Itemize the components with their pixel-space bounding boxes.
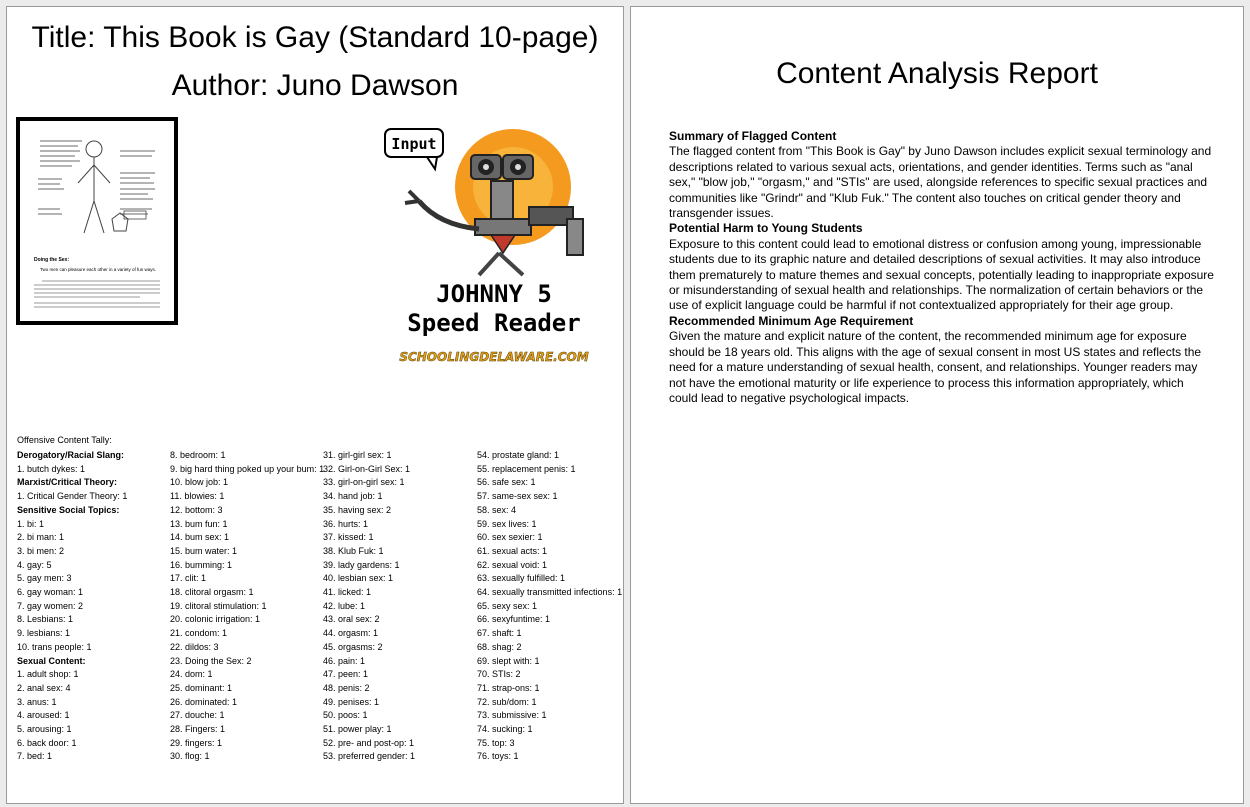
tally-column-4 (477, 449, 622, 764)
tally-item: 30. flog: 1 (170, 751, 210, 762)
tally-item: 22. dildos: 3 (170, 641, 219, 652)
tally-item: 10. trans people: 1 (17, 641, 92, 652)
tally-item: 7. gay women: 2 (17, 600, 84, 611)
tally-item: 74. sucking: 1 (477, 724, 533, 735)
tally-item: 25. dominant: 1 (170, 682, 233, 693)
tally-item: 66. sexyfuntime: 1 (477, 614, 551, 625)
tally-item: 61. sexual acts: 1 (477, 545, 548, 556)
logo-bubble-text: Input (391, 135, 437, 153)
thumbnail-heading: Doing the Sex: (34, 257, 70, 263)
tally-item: 42. lube: 1 (323, 600, 366, 611)
tally-item: 6. gay woman: 1 (17, 587, 84, 598)
tally-item: 33. girl-on-girl sex: 1 (323, 477, 405, 488)
tally-item: 20. colonic irrigation: 1 (170, 614, 261, 625)
tally-item: 18. clitoral orgasm: 1 (170, 587, 254, 598)
tally-item: 57. same-sex sex: 1 (477, 491, 558, 502)
tally-item: 39. lady gardens: 1 (323, 559, 400, 570)
tally-item: 36. hurts: 1 (323, 518, 369, 529)
tally-item: 62. sexual void: 1 (477, 559, 548, 570)
book-author: Author: Juno Dawson (171, 69, 459, 102)
section-heading-harm: Potential Harm to Young Students (669, 221, 863, 236)
tally-item: 64. sexually transmitted infections: 1 (477, 587, 623, 598)
tally-item: 54. prostate gland: 1 (477, 450, 560, 460)
tally-item: 75. top: 3 (477, 737, 515, 748)
logo-line-2: Speed Reader (407, 309, 581, 337)
left-report-page (6, 6, 624, 804)
tally-item: 46. pain: 1 (323, 655, 366, 666)
tally-item: 65. sexy sex: 1 (477, 600, 538, 611)
tally-item: 44. orgasm: 1 (323, 628, 379, 639)
tally-item: 71. strap-ons: 1 (477, 682, 540, 693)
tally-item: 3. bi men: 2 (17, 545, 65, 556)
tally-item: 19. clitoral stimulation: 1 (170, 600, 267, 611)
tally-item: 11. blowies: 1 (170, 491, 225, 502)
section-heading-age: Recommended Minimum Age Requirement (669, 313, 914, 328)
tally-item: 60. sex sexier: 1 (477, 532, 543, 543)
logo-line-1: JOHNNY 5 (436, 280, 552, 308)
tally-item: 29. fingers: 1 (170, 737, 223, 748)
tally-item: 1. butch dykes: 1 (17, 463, 86, 474)
thumbnail-subheading: Two men can pleasure each other in a variety of fun ways. (40, 267, 157, 272)
tally-item: 4. aroused: 1 (17, 710, 70, 721)
tally-item: 1. Critical Gender Theory: 1 (17, 491, 128, 502)
tally-item: 69. slept with: 1 (477, 655, 540, 666)
tally-item: 51. power play: 1 (323, 724, 392, 735)
tally-item: 12. bottom: 3 (170, 504, 223, 515)
tally-item: 55. replacement penis: 1 (477, 463, 576, 474)
tally-item: 4. gay: 5 (17, 559, 52, 570)
tally-item: 8. Lesbians: 1 (17, 614, 74, 625)
tally-item: 32. Girl-on-Girl Sex: 1 (323, 463, 411, 474)
tally-heading: Offensive Content Tally: (17, 435, 112, 445)
tally-item: 8. bedroom: 1 (170, 450, 226, 460)
tally-item: 63. sexually fulfilled: 1 (477, 573, 566, 584)
robot-logo-icon (379, 119, 609, 367)
tally-item: 38. Klub Fuk: 1 (323, 545, 384, 556)
tally-item: 1. adult shop: 1 (17, 669, 79, 680)
tally-item: 5. arousing: 1 (17, 724, 72, 735)
tally-item: 35. having sex: 2 (323, 504, 392, 515)
tally-item: 9. big hard thing poked up your bum: 1 (170, 463, 325, 474)
tally-item: 2. anal sex: 4 (17, 682, 71, 693)
tally-item: 21. condom: 1 (170, 628, 228, 639)
tally-item: 48. penis: 2 (323, 682, 370, 693)
tally-item: 1. bi: 1 (17, 518, 45, 529)
tally-item: 5. gay men: 3 (17, 573, 72, 584)
tally-item: 6. back door: 1 (17, 737, 77, 748)
tally-category: Derogatory/Racial Slang: (17, 450, 125, 460)
tally-column-2 (170, 449, 324, 764)
tally-item: 10. blow job: 1 (170, 477, 229, 488)
section-body-summary: The flagged content from "This Book is Gay" by Juno Dawson includes explicit sexual terminology and descriptions related to various sexual acts, orientations, and gender identities. Terms such as "anal sex," "blow job," "orgasm," and "STIs" are used, alongside references to specific sexual practices and communities like "Grindr" and "Klub Fuk." The content also touches on critical gender theory and transgender issues. (669, 144, 1212, 221)
tally-item: 76. toys: 1 (477, 751, 519, 762)
tally-item: 37. kissed: 1 (323, 532, 374, 543)
report-title: Content Analysis Report (776, 57, 1098, 90)
tally-item: 9. lesbians: 1 (17, 628, 71, 639)
tally-item: 24. dom: 1 (170, 669, 213, 680)
tally-item: 43. oral sex: 2 (323, 614, 380, 625)
tally-item: 34. hand job: 1 (323, 491, 383, 502)
tally-item: 13. bum fun: 1 (170, 518, 228, 529)
tally-item: 2. bi man: 1 (17, 532, 65, 543)
tally-column-1 (17, 449, 127, 764)
tally-item: 47. peen: 1 (323, 669, 369, 680)
tally-item: 52. pre- and post-op: 1 (323, 737, 415, 748)
section-heading-summary: Summary of Flagged Content (669, 129, 837, 143)
tally-item: 58. sex: 4 (477, 504, 517, 515)
book-title: Title: This Book is Gay (Standard 10-page) (31, 21, 599, 54)
tally-category: Sexual Content: (17, 655, 86, 666)
right-report-page (630, 6, 1244, 804)
tally-item: 53. preferred gender: 1 (323, 751, 416, 762)
tally-item: 40. lesbian sex: 1 (323, 573, 394, 584)
tally-item: 50. poos: 1 (323, 710, 368, 721)
tally-item: 31. girl-girl sex: 1 (323, 450, 392, 460)
report-body (669, 129, 1214, 406)
johnny5-speed-reader-logo (379, 119, 609, 367)
tally-item: 23. Doing the Sex: 2 (170, 655, 252, 666)
logo-site: SCHOOLINGDELAWARE.COM (399, 350, 589, 364)
tally-item: 16. bumming: 1 (170, 559, 233, 570)
section-body-harm: Exposure to this content could lead to emotional distress or confusion among young, impressionable students due to its graphic nature and detailed descriptions of sexual activities. It may also introduce them prematurely to mature themes and sexual concepts, potentially leading to inappropriate exposure or misunderstanding of sexual health and relationships. The normalization of certain behaviors or the use of explicit language could be harmful if not contextualized appropriately for their age group. (669, 236, 1214, 313)
tally-item: 17. clit: 1 (170, 573, 207, 584)
tally-item: 7. bed: 1 (17, 751, 53, 762)
tally-item: 68. shag: 2 (477, 641, 522, 652)
tally-item: 73. submissive: 1 (477, 710, 547, 721)
page-thumbnail (16, 117, 178, 325)
tally-category: Sensitive Social Topics: (17, 504, 120, 515)
tally-item: 49. penises: 1 (323, 696, 380, 707)
tally-item: 3. anus: 1 (17, 696, 57, 707)
tally-item: 15. bum water: 1 (170, 545, 238, 556)
tally-item: 45. orgasms: 2 (323, 641, 383, 652)
tally-item: 14. bum sex: 1 (170, 532, 230, 543)
tally-item: 67. shaft: 1 (477, 628, 522, 639)
section-body-age: Given the mature and explicit nature of the content, the recommended minimum age for exposure should be 18 years old. This aligns with the age of sexual consent in most US states and reflects the need for a mature understanding of sexual health, consent, and relationships. Younger readers may not have the emotional maturity or life experience to process this information appropriately, which could lead to negative psychological impacts. (669, 329, 1202, 405)
tally-column-3 (323, 449, 415, 764)
tally-item: 56. safe sex: 1 (477, 477, 536, 488)
thumbnail-illustration (20, 121, 174, 321)
tally-category: Marxist/Critical Theory: (17, 477, 118, 488)
tally-item: 59. sex lives: 1 (477, 518, 537, 529)
tally-item: 70. STIs: 2 (477, 669, 521, 680)
tally-item: 26. dominated: 1 (170, 696, 238, 707)
tally-item: 41. licked: 1 (323, 587, 372, 598)
tally-item: 72. sub/dom: 1 (477, 696, 537, 707)
tally-item: 28. Fingers: 1 (170, 724, 226, 735)
tally-item: 27. douche: 1 (170, 710, 225, 721)
